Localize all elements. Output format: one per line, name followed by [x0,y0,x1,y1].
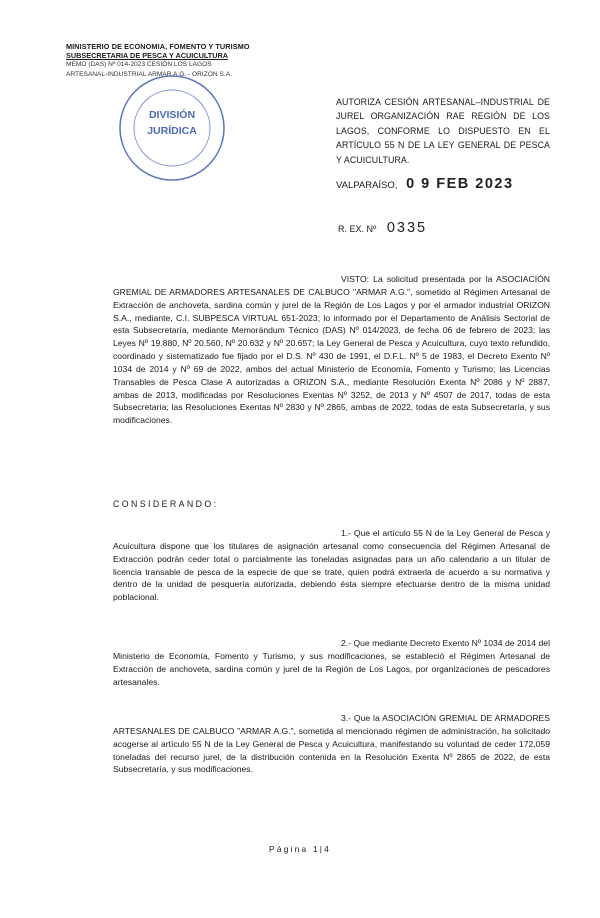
stamp-line2: JURÍDICA [147,125,197,137]
memo-reference: MEMO (DAS) Nº 014-2023 CESIÓN LOS LAGOS [66,61,212,69]
visto-label: VISTO: [341,274,370,284]
visto-paragraph [113,273,550,427]
considerando-1: 1.- Que el artículo 55 N de la Ley General de Pesca y Acuicultura dispone que los titulares de asignación artesanal como consecuencia del Régimen Artesanal de Extracción podrán ceder total o parcialmente las toneladas asignadas para un año calendario a un titular de licencia transable de pesca de la especie de que se trate, quien podrá extraerla de acuerdo a su normativa y dentro de la unidad de pesquería autorizada, debiendo ésta siempre efectuarse dentro de la misma unidad poblacional. [113,528,550,603]
page-number: Página 1|4 [269,844,331,854]
considerando-3: 3.- Que la ASOCIACIÓN GREMIAL DE ARMADORES ARTESANALES DE CALBUCO "ARMAR A.G.", sometida al mencionado régimen de administración, ha solicitado acogerse al artículo 55 N de la Ley General de Pesca y Acuicultura, manifestando su voluntad de ceder 172,059 toneladas del recurso jurel, de la distribución contenida en la Resolución Exenta Nº 2865 de 2022, de esta Subsecretaría, y sus modificaciones. [113,713,550,775]
resolution-label: R. EX. Nº [338,224,377,234]
stamp-line1: DIVISIÓN [148,109,196,121]
resolution-title: AUTORIZA CESIÓN ARTESANAL–INDUSTRIAL DE JUREL ORGANIZACIÓN RAE REGIÓN DE LOS LAGOS, CONFORME LO DISPUESTO EN EL ARTÍCULO 55 N DE LA LEY GENERAL DE PESCA Y ACUICULTURA. [336,97,550,165]
considerando-2: 2.- Que mediante Decreto Exento Nº 1034 de 2014 del Ministerio de Economía, Fomento y Turismo, y sus modificaciones, se estableció el Régimen Artesanal de Extracción de anchoveta, sardina común y jurel de la Región de Los Lagos, por organizaciones de pescadores artesanales. [113,638,550,687]
considerando-heading: CONSIDERANDO: [113,499,219,509]
ministry-name: MINISTERIO DE ECONOMIA, FOMENTO Y TURISMO [66,42,250,51]
memo-parties: ARTESANAL-INDUSTRIAL ARMAR A.G. - ORIZON S.A. [66,70,232,78]
division-juridica-stamp [112,68,232,188]
date-stamp: 0 9 FEB 2023 [406,176,514,192]
subsecretary-name: SUBSECRETARIA DE PESCA Y ACUICULTURA [66,51,229,61]
visto-text: La solicitud presentada por la ASOCIACIÓN GREMIAL DE ARMADORES ARTESANALES DE CALBUCO "ARMAR A.G.", sometido al Régimen Artesanal de Extracción de anchoveta, sardina común y jurel de la Región de Los Lagos y por el armador industrial ORIZON S.A., mediante, C.I. SUBPESCA VIRTUAL 651-2023; lo informado por el Departamento de Análisis Sectorial de esta Subsecretaría, mediante Memorándum Técnico (DAS) Nº 014/2023, de fecha 06 de febrero de 2023; las Leyes Nº 19.880, Nº 20.560, Nº 20.632 y Nº 20.657; la Ley General de Pesca y Acuicultura, cuyo texto refundido, coordinado y sistematizado fue fijado por el D.S. Nº 430 de 1991, el D.F.L. Nº 5 de 1983, el Decreto Exento Nº 1034 de 2014 y Nº 69 de 2022, ambos del actual Ministerio de Economía, Fomento y Turismo; las Licencias Transables de Pesca Clase A autorizadas a ORIZON S.A., mediante Resolución Exenta Nº 2086 y Nº 2887, ambas de 2013, modificadas por Resoluciones Exentas Nº 3252, de 2013 y Nº 4507 de 2017, todas de esta Subsecretaría; las Resoluciones Exentas Nº 2830 y Nº 2865, ambas de 2022, todas de esta Subsecretaría, y sus modificaciones. [113,274,551,426]
dateline [336,176,514,192]
resolution-number-value: 0335 [386,220,428,236]
resolution-number [338,220,427,236]
place: VALPARAÍSO, [336,180,398,191]
